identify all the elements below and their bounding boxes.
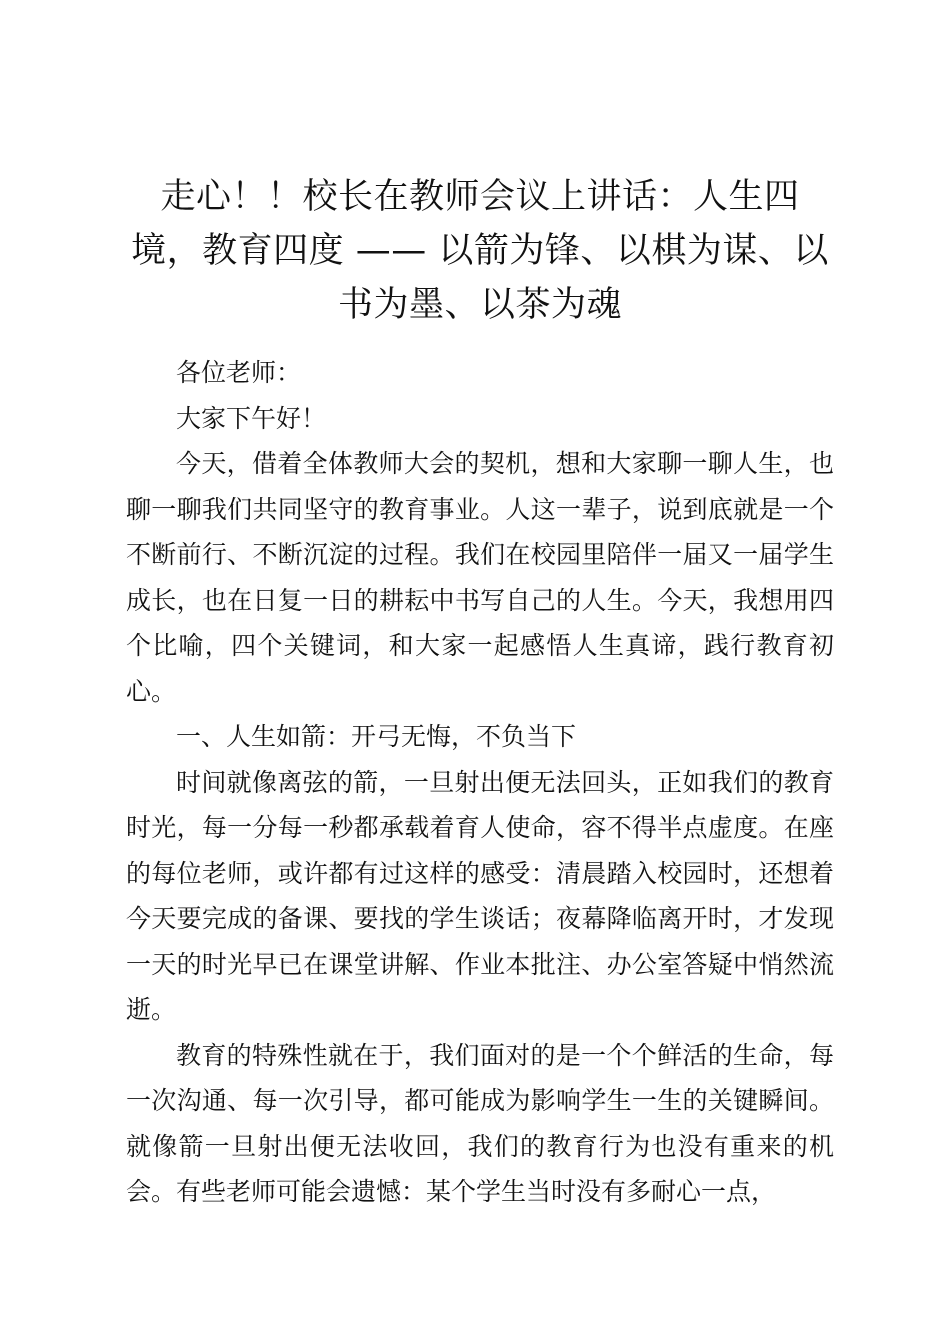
greeting: 大家下午好！ <box>176 403 327 433</box>
paragraph-section1-2: 教育的特殊性就在于，我们面对的是一个个鲜活的生命，每一次沟通、每一次引导，都可能成为影响学生一生的关键瞬间。就像箭一旦射出便无法收回，我们的教育行为也没有重来的机会。有些老师可能会遗憾：某个学生当时没有多耐心一点， <box>126 1040 834 1206</box>
salutation: 各位老师： <box>176 358 302 387</box>
paragraph-intro: 今天，借着全体教师大会的契机，想和大家聊一聊人生，也聊一聊我们共同坚守的教育事业。人这一辈子，说到底就是一个不断前行、不断沉淀的过程。我们在校园里陪伴一届又一届学生成长，也在日复一日的耕耘中书写自己的人生。今天，我想用四个比喻，四个关键词，和大家一起感悟人生真谛，践行教育初心。 <box>126 449 834 706</box>
paragraph-section1-1: 时间就像离弦的箭，一旦射出便无法回头，正如我们的教育时光，每一分每一秒都承载着育人使命，容不得半点虚度。在座的每位老师，或许都有过这样的感受：清晨踏入校园时，还想着今天要完成的备课、要找的学生谈话；夜幕降临离开时，才发现一天的时光早已在课堂讲解、作业本批注、办公室答疑中悄然流逝。 <box>126 767 834 1024</box>
document-body <box>126 170 834 1215</box>
section-heading-1: 一、人生如箭：开弓无悔，不负当下 <box>176 722 577 751</box>
document-title: 走心！！校长在教师会议上讲话：人生四境，教育四度 —— 以箭为锋、以棋为谋、以书为墨、以茶为魂 <box>131 177 829 325</box>
